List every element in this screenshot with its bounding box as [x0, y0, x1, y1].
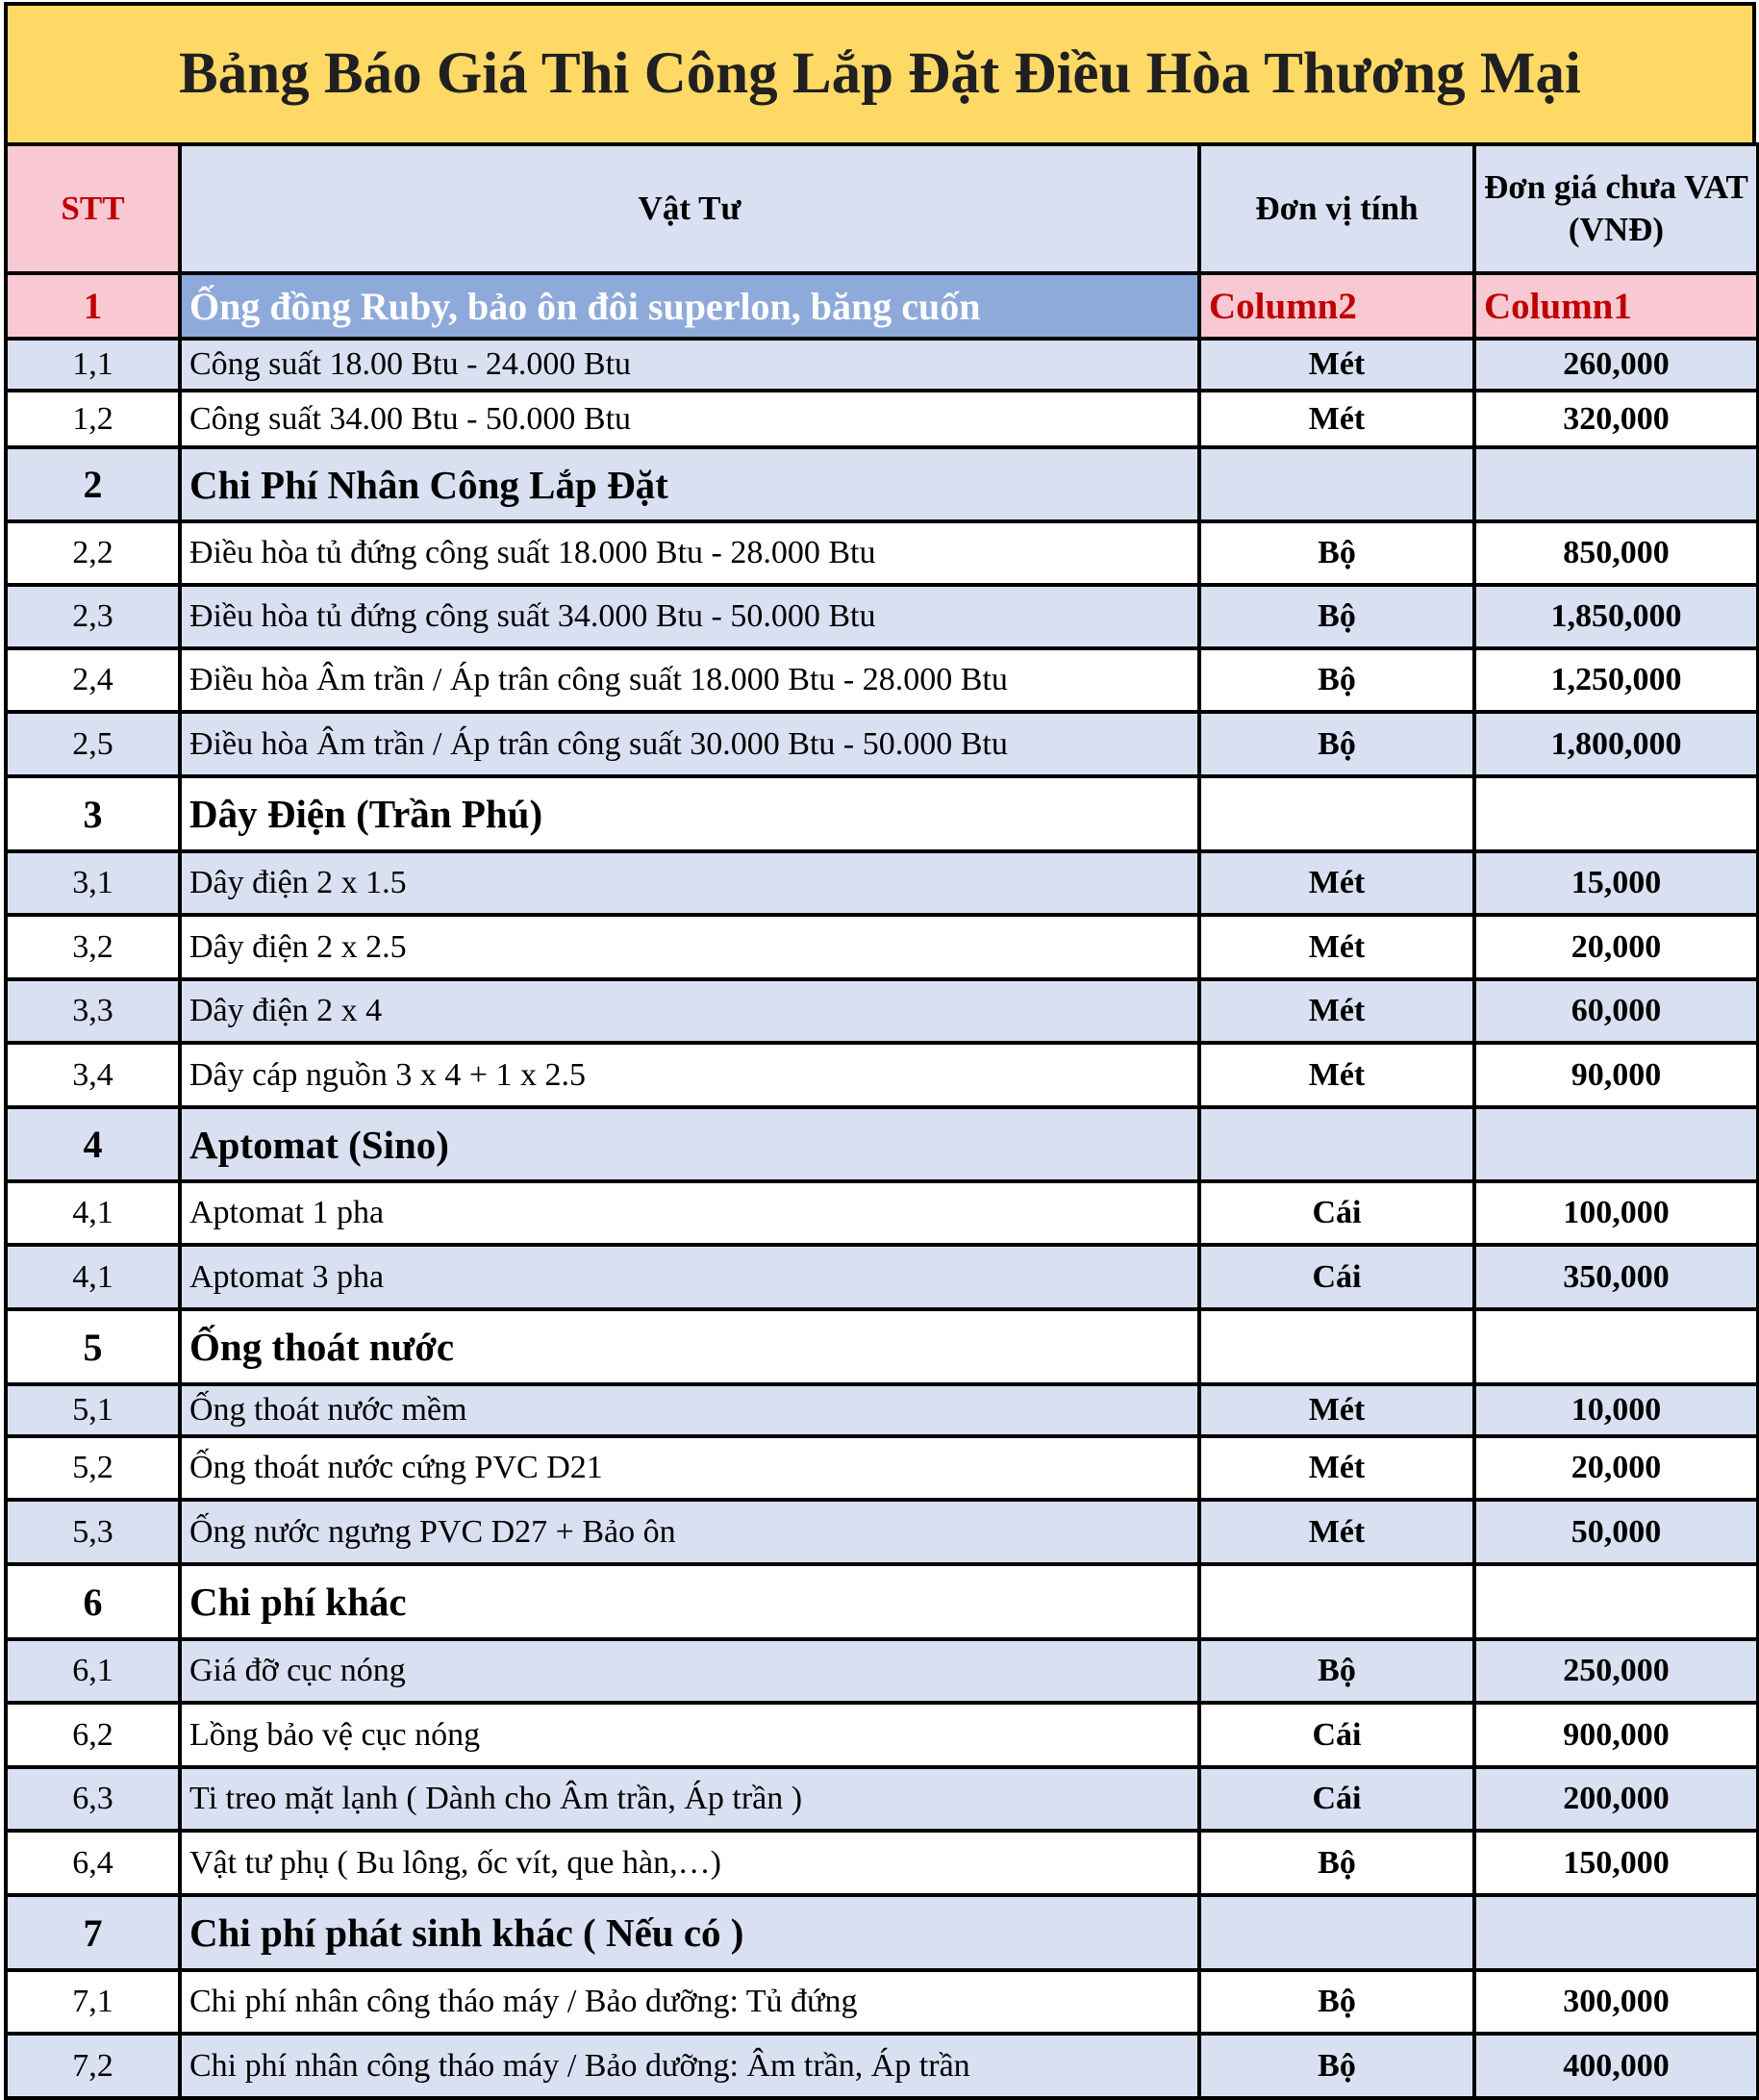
- section-title: Ống đồng Ruby, bảo ôn đôi superlon, băng cuốn: [180, 273, 1199, 339]
- table-row: [6, 1767, 1758, 1831]
- row-description: Điều hòa tủ đứng công suất 34.000 Btu - 50.000 Btu: [180, 585, 1199, 648]
- sheet-title: Bảng Báo Giá Thi Công Lắp Đặt Điều Hòa Thương Mại: [4, 2, 1756, 146]
- header-unit: Đơn vị tính: [1199, 144, 1474, 273]
- table-row: [6, 1043, 1758, 1107]
- row-description: Ống nước ngưng PVC D27 + Bảo ôn: [180, 1500, 1199, 1564]
- row-stt: 3,2: [6, 915, 180, 979]
- header-item: Vật Tư: [180, 144, 1199, 273]
- table-row: [6, 521, 1758, 585]
- row-stt: 4,1: [6, 1245, 180, 1309]
- row-unit: [1199, 776, 1474, 851]
- row-price: 320,000: [1474, 391, 1758, 447]
- row-description: Điều hòa Âm trần / Áp trân công suất 18.000 Btu - 28.000 Btu: [180, 648, 1199, 712]
- row-unit: Mét: [1199, 1384, 1474, 1436]
- table-row: [6, 1970, 1758, 2034]
- row-unit: Mét: [1199, 1043, 1474, 1107]
- row-description: Aptomat 3 pha: [180, 1245, 1199, 1309]
- row-price: 400,000: [1474, 2034, 1758, 2098]
- table-row: [6, 1181, 1758, 1245]
- table-row: [6, 851, 1758, 915]
- row-stt: 6,3: [6, 1767, 180, 1831]
- row-stt: 7,1: [6, 1970, 180, 2034]
- price-table: [4, 142, 1759, 2100]
- table-row: [6, 1703, 1758, 1767]
- row-unit: Mét: [1199, 339, 1474, 391]
- section-stt: 1: [6, 273, 180, 339]
- row-unit: Mét: [1199, 1500, 1474, 1564]
- row-price: 200,000: [1474, 1767, 1758, 1831]
- row-unit: Bộ: [1199, 521, 1474, 585]
- row-unit: Bộ: [1199, 648, 1474, 712]
- row-price: 50,000: [1474, 1500, 1758, 1564]
- row-price: 300,000: [1474, 1970, 1758, 2034]
- row-description: Dây điện 2 x 1.5: [180, 851, 1199, 915]
- row-price: 1,250,000: [1474, 648, 1758, 712]
- row-unit: Bộ: [1199, 712, 1474, 776]
- section-row: [6, 1564, 1758, 1639]
- table-row: [6, 1245, 1758, 1309]
- row-description: Ti treo mặt lạnh ( Dành cho Âm trần, Áp trần ): [180, 1767, 1199, 1831]
- header-stt: STT: [6, 144, 180, 273]
- row-price: [1474, 776, 1758, 851]
- section-row: [6, 447, 1758, 521]
- row-description: Lồng bảo vệ cục nóng: [180, 1703, 1199, 1767]
- section-row: [6, 776, 1758, 851]
- row-stt: 7,2: [6, 2034, 180, 2098]
- row-stt: 2,2: [6, 521, 180, 585]
- section-row: [6, 1107, 1758, 1181]
- table-row: [6, 2034, 1758, 2098]
- table-row: [6, 585, 1758, 648]
- row-stt: 6,4: [6, 1831, 180, 1895]
- row-description: Công suất 34.00 Btu - 50.000 Btu: [180, 391, 1199, 447]
- row-stt: 4,1: [6, 1181, 180, 1245]
- row-description: Dây điện 2 x 2.5: [180, 915, 1199, 979]
- row-unit: Bộ: [1199, 585, 1474, 648]
- table-row: [6, 339, 1758, 391]
- row-price: 850,000: [1474, 521, 1758, 585]
- section-stt: 2: [6, 447, 180, 521]
- section-stt: 3: [6, 776, 180, 851]
- row-unit: [1199, 1564, 1474, 1639]
- row-description: Chi phí nhân công tháo máy / Bảo dưỡng: Tủ đứng: [180, 1970, 1199, 2034]
- row-price: 250,000: [1474, 1639, 1758, 1703]
- table-row: [6, 1384, 1758, 1436]
- section-row: [6, 1895, 1758, 1970]
- table-row: [6, 1639, 1758, 1703]
- row-description: Dây điện 2 x 4: [180, 979, 1199, 1043]
- section-stt: 7: [6, 1895, 180, 1970]
- row-stt: 1,1: [6, 339, 180, 391]
- header-row: [6, 144, 1758, 273]
- row-description: Dây cáp nguồn 3 x 4 + 1 x 2.5: [180, 1043, 1199, 1107]
- row-stt: 5,3: [6, 1500, 180, 1564]
- row-unit: Bộ: [1199, 1970, 1474, 2034]
- row-stt: 3,1: [6, 851, 180, 915]
- row-stt: 1,2: [6, 391, 180, 447]
- row-description: Điều hòa Âm trần / Áp trân công suất 30.000 Btu - 50.000 Btu: [180, 712, 1199, 776]
- section-title: Chi phí phát sinh khác ( Nếu có ): [180, 1895, 1199, 1970]
- table-row: [6, 1831, 1758, 1895]
- row-price: 20,000: [1474, 1436, 1758, 1500]
- section-row: [6, 1309, 1758, 1384]
- column1-header: Column1: [1474, 273, 1758, 339]
- section-stt: 5: [6, 1309, 180, 1384]
- row-stt: 2,4: [6, 648, 180, 712]
- table-row: [6, 915, 1758, 979]
- row-price: 1,800,000: [1474, 712, 1758, 776]
- row-unit: Bộ: [1199, 2034, 1474, 2098]
- row-unit: Cái: [1199, 1703, 1474, 1767]
- table-row: [6, 712, 1758, 776]
- row-stt: 6,2: [6, 1703, 180, 1767]
- row-price: [1474, 1895, 1758, 1970]
- row-price: [1474, 1564, 1758, 1639]
- row-stt: 5,1: [6, 1384, 180, 1436]
- row-unit: [1199, 447, 1474, 521]
- row-description: Điều hòa tủ đứng công suất 18.000 Btu - 28.000 Btu: [180, 521, 1199, 585]
- row-description: Giá đỡ cục nóng: [180, 1639, 1199, 1703]
- row-stt: 3,3: [6, 979, 180, 1043]
- section-stt: 4: [6, 1107, 180, 1181]
- row-price: 260,000: [1474, 339, 1758, 391]
- row-unit: Mét: [1199, 915, 1474, 979]
- table-row: [6, 648, 1758, 712]
- row-price: [1474, 1107, 1758, 1181]
- table-row: [6, 979, 1758, 1043]
- section-stt: 6: [6, 1564, 180, 1639]
- row-unit: Bộ: [1199, 1831, 1474, 1895]
- section-title: Dây Điện (Trần Phú): [180, 776, 1199, 851]
- row-unit: Cái: [1199, 1181, 1474, 1245]
- row-price: 1,850,000: [1474, 585, 1758, 648]
- row-unit: Mét: [1199, 391, 1474, 447]
- row-unit: [1199, 1107, 1474, 1181]
- row-price: 60,000: [1474, 979, 1758, 1043]
- row-stt: 5,2: [6, 1436, 180, 1500]
- row-description: Aptomat 1 pha: [180, 1181, 1199, 1245]
- row-unit: Mét: [1199, 1436, 1474, 1500]
- table-row: [6, 1500, 1758, 1564]
- row-description: Vật tư phụ ( Bu lông, ốc vít, que hàn,…): [180, 1831, 1199, 1895]
- row-price: 20,000: [1474, 915, 1758, 979]
- row-stt: 3,4: [6, 1043, 180, 1107]
- table-row: [6, 391, 1758, 447]
- row-unit: Cái: [1199, 1245, 1474, 1309]
- row-unit: Bộ: [1199, 1639, 1474, 1703]
- row-description: Ống thoát nước cứng PVC D21: [180, 1436, 1199, 1500]
- row-stt: 2,5: [6, 712, 180, 776]
- row-unit: [1199, 1895, 1474, 1970]
- section-row: [6, 273, 1758, 339]
- row-stt: 2,3: [6, 585, 180, 648]
- section-title: Ống thoát nước: [180, 1309, 1199, 1384]
- row-price: 100,000: [1474, 1181, 1758, 1245]
- row-unit: Mét: [1199, 979, 1474, 1043]
- row-price: [1474, 1309, 1758, 1384]
- row-unit: Mét: [1199, 851, 1474, 915]
- column2-header: Column2: [1199, 273, 1474, 339]
- row-price: 90,000: [1474, 1043, 1758, 1107]
- section-title: Aptomat (Sino): [180, 1107, 1199, 1181]
- table-row: [6, 1436, 1758, 1500]
- row-price: 15,000: [1474, 851, 1758, 915]
- row-price: 900,000: [1474, 1703, 1758, 1767]
- row-description: Công suất 18.00 Btu - 24.000 Btu: [180, 339, 1199, 391]
- row-description: Chi phí nhân công tháo máy / Bảo dưỡng: Âm trần, Áp trần: [180, 2034, 1199, 2098]
- row-price: [1474, 447, 1758, 521]
- row-stt: 6,1: [6, 1639, 180, 1703]
- row-unit: [1199, 1309, 1474, 1384]
- row-price: 150,000: [1474, 1831, 1758, 1895]
- row-price: 10,000: [1474, 1384, 1758, 1436]
- row-price: 350,000: [1474, 1245, 1758, 1309]
- price-sheet: [4, 2, 1756, 2100]
- row-description: Ống thoát nước mềm: [180, 1384, 1199, 1436]
- section-title: Chi phí khác: [180, 1564, 1199, 1639]
- row-unit: Cái: [1199, 1767, 1474, 1831]
- header-price: Đơn giá chưa VAT (VNĐ): [1474, 144, 1758, 273]
- section-title: Chi Phí Nhân Công Lắp Đặt: [180, 447, 1199, 521]
